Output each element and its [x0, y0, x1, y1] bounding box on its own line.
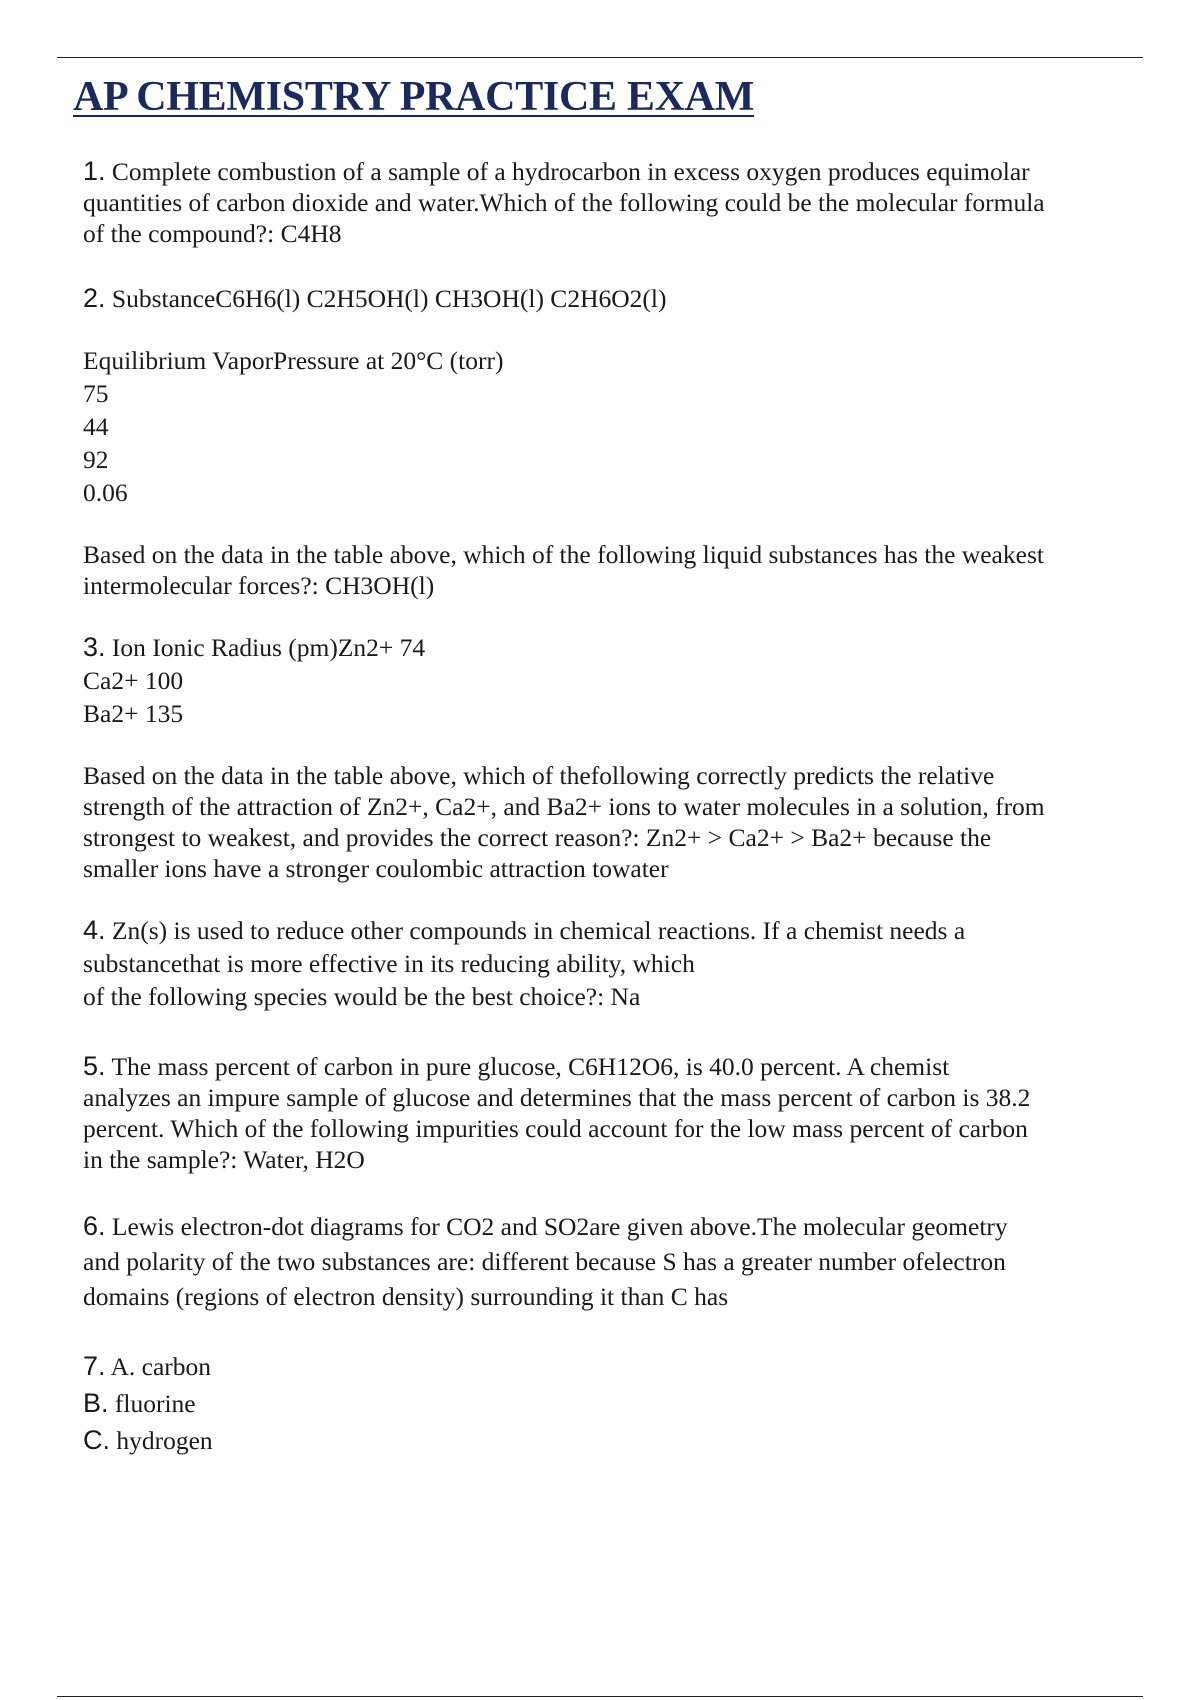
question-3-line-1	[83, 631, 1149, 664]
table-row: Ca2+ 100	[83, 666, 184, 695]
prompt-line: strength of the attraction of Zn2+, Ca2+, and Ba2+ ions to water molecules in a solution, from	[83, 792, 1045, 821]
question-5-line-1	[83, 1051, 1149, 1082]
top-rule	[57, 57, 1143, 58]
question-1-line-1	[83, 156, 1149, 187]
question-6-line-3: domains (regions of electron density) surrounding it than C has	[83, 1282, 729, 1311]
question-5-line-2: analyzes an impure sample of glucose and determines that the mass percent of carbon is 38.2	[83, 1083, 1031, 1112]
table-value: 92	[83, 445, 109, 474]
question-6-line-1	[83, 1209, 1149, 1244]
question-number: 1.	[83, 156, 106, 186]
question-number: 2.	[83, 283, 106, 313]
question-4	[83, 914, 1149, 1013]
table-label: Equilibrium VaporPressure at 20°C (torr)	[83, 346, 504, 375]
question-text: Complete combustion of a sample of a hydrocarbon in excess oxygen produces equimolar	[111, 157, 1030, 186]
question-4-line-1	[83, 914, 1149, 947]
prompt-line: smaller ions have a stronger coulombic attraction towater	[83, 854, 669, 883]
prompt-line: intermolecular forces?: CH3OH(l)	[83, 571, 435, 600]
option-text: A. carbon	[110, 1352, 212, 1381]
option-marker: C.	[83, 1425, 110, 1455]
question-4-line-2: substancethat is more effective in its reducing ability, which	[83, 949, 695, 978]
question-text: The mass percent of carbon in pure glucose, C6H12O6, is 40.0 percent. A chemist	[111, 1052, 950, 1081]
prompt-line: Based on the data in the table above, which of the following liquid substances has the weakest	[83, 540, 1044, 569]
table-value: 0.06	[83, 478, 128, 507]
question-number: 5.	[83, 1051, 106, 1081]
question-2	[83, 283, 1149, 314]
question-4-line-3: of the following species would be the best choice?: Na	[83, 982, 641, 1011]
question-text: Lewis electron-dot diagrams for CO2 and SO2are given above.The molecular geometry	[111, 1212, 1008, 1241]
question-5-line-4: in the sample?: Water, H2O	[83, 1145, 365, 1174]
question-1-line-3: of the compound?: C4H8	[83, 219, 342, 248]
prompt-line: strongest to weakest, and provides the correct reason?: Zn2+ > Ca2+ > Ba2+ because the	[83, 823, 992, 852]
page-title: AP CHEMISTRY PRACTICE EXAM	[73, 74, 755, 120]
question-1	[83, 156, 1149, 249]
question-number: 3.	[83, 632, 106, 662]
question-3	[83, 631, 1149, 730]
answer-option	[83, 1422, 1149, 1459]
question-number: 4.	[83, 915, 106, 945]
bottom-rule	[57, 1696, 1143, 1697]
option-text: fluorine	[114, 1389, 196, 1418]
question-2-table	[83, 344, 1149, 509]
question-6-line-2: and polarity of the two substances are: different because S has a greater number ofelectron	[83, 1247, 1006, 1276]
question-number: 6.	[83, 1211, 106, 1241]
document-body	[83, 156, 1149, 1459]
option-text: hydrogen	[116, 1426, 213, 1455]
question-2-header	[83, 283, 1149, 314]
question-3-prompt	[83, 760, 1149, 884]
answer-option	[83, 1385, 1149, 1422]
answer-option	[83, 1348, 1149, 1385]
question-text: SubstanceC6H6(l) C2H5OH(l) CH3OH(l) C2H6O2(l)	[111, 284, 667, 313]
question-7	[83, 1348, 1149, 1459]
table-value: 75	[83, 379, 109, 408]
question-text: Zn(s) is used to reduce other compounds in chemical reactions. If a chemist needs a	[111, 916, 966, 945]
table-row: Ba2+ 135	[83, 699, 184, 728]
question-6	[83, 1209, 1149, 1314]
question-text: Ion Ionic Radius (pm)Zn2+ 74	[111, 633, 426, 662]
question-5	[83, 1051, 1149, 1175]
option-marker: 7.	[83, 1351, 106, 1381]
question-5-line-3: percent. Which of the following impurities could account for the low mass percent of carbon	[83, 1114, 1028, 1143]
question-2-prompt	[83, 539, 1149, 601]
prompt-line: Based on the data in the table above, which of thefollowing correctly predicts the relative	[83, 761, 995, 790]
option-marker: B.	[83, 1388, 109, 1418]
question-1-line-2: quantities of carbon dioxide and water.Which of the following could be the molecular formula	[83, 188, 1045, 217]
table-value: 44	[83, 412, 109, 441]
